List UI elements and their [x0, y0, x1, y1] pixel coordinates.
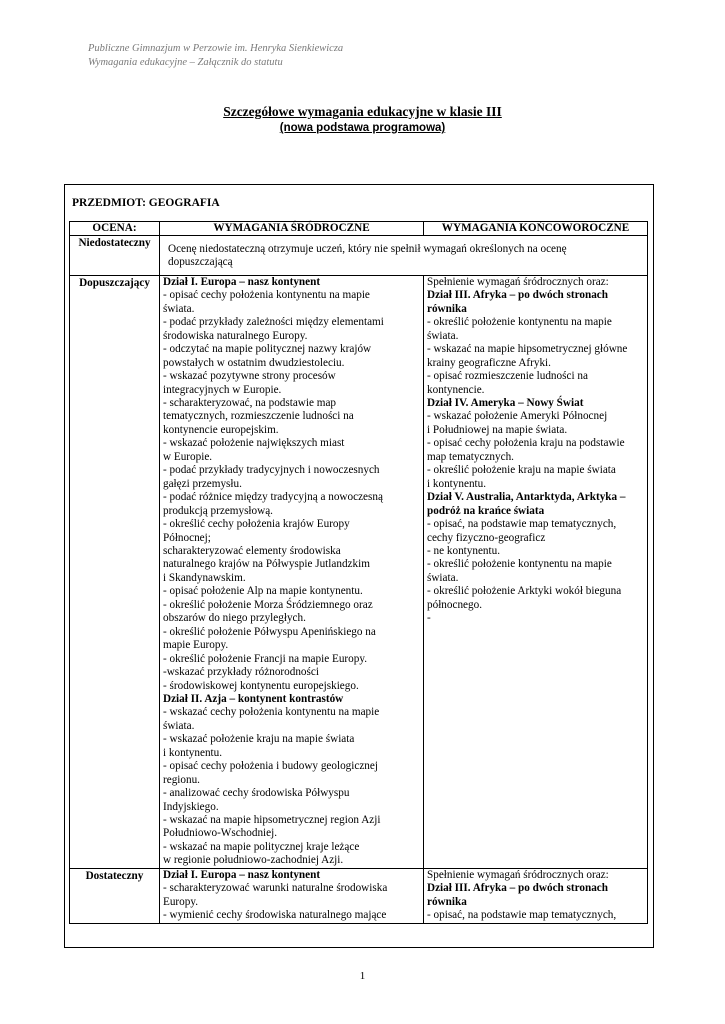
- page-number: 1: [359, 970, 366, 982]
- text-line: - podać przykłady zależności między elementami: [163, 316, 384, 329]
- text-line: regionu.: [163, 773, 200, 786]
- text-line: - wymienić cechy środowiska naturalnego mające: [163, 909, 387, 922]
- text-line: Dział III. Afryka – po dwóch stronach: [427, 882, 608, 895]
- text-line: kontynencie.: [427, 383, 485, 396]
- text-line: mapie Europy.: [163, 639, 229, 652]
- text-line: Spełnienie wymagań śródrocznych oraz:: [427, 275, 609, 288]
- text-line: i kontynentu.: [427, 477, 487, 490]
- text-line: - opisać, na podstawie map tematycznych,: [427, 518, 617, 531]
- text-line: - wskazać położenie Ameryki Północnej: [427, 410, 608, 423]
- header-subtitle: Wymagania edukacyjne – Załącznik do statutu: [88, 56, 283, 68]
- text-line: - analizować cechy środowiska Półwyspu: [163, 787, 350, 800]
- requirements-cell: [160, 236, 648, 276]
- title-sub: (nowa podstawa programowa): [279, 122, 446, 134]
- text-line: - środowiskowej kontynentu europejskiego.: [163, 679, 359, 692]
- text-line: - odczytać na mapie politycznej nazwy krajów: [163, 343, 372, 356]
- text-line: Dział I. Europa – nasz kontynent: [163, 868, 321, 881]
- text-line: północnego.: [427, 598, 482, 611]
- final-cell: [424, 868, 648, 923]
- title-main: Szczegółowe wymagania edukacyjne w klasie III: [223, 104, 502, 119]
- text-line: Dział I. Europa – nasz kontynent: [163, 275, 321, 288]
- text-line: świata.: [163, 302, 195, 315]
- grade-cell: Dostateczny: [70, 868, 160, 923]
- text-line: Dział V. Australia, Antarktyda, Arktyka –: [427, 491, 626, 504]
- text-line: Północnej;: [163, 531, 211, 544]
- text-line: - określić położenie Arktyki wokół bieguna: [427, 585, 622, 598]
- text-line: Dział II. Azja – kontynent kontrastów: [163, 692, 344, 705]
- text-line: - wskazać na mapie hipsometrycznej region Azji: [163, 814, 381, 827]
- text-line: tematycznych, rozmieszczenie ludności na: [163, 410, 354, 423]
- grade-cell: Dopuszczający: [70, 275, 160, 868]
- text-line: - opisać, na podstawie map tematycznych,: [427, 909, 617, 922]
- text-line: Południowo-Wschodniej.: [163, 827, 278, 840]
- text-line: - podać różnice między tradycyjną a nowoczesną: [163, 491, 383, 504]
- text-line: - opisać położenie Alp na mapie kontynentu.: [163, 585, 363, 598]
- text-line: - ne kontynentu.: [427, 544, 501, 557]
- text-line: - opisać cechy położenia kraju na podstawie: [427, 437, 625, 450]
- text-line: Spełnienie wymagań śródrocznych oraz:: [427, 868, 609, 881]
- text-line: - opisać cechy położenia kontynentu na mapie: [163, 289, 370, 302]
- text-line: świata.: [163, 719, 195, 732]
- text-line: w Europie.: [163, 450, 213, 463]
- text-line: środowiska naturalnego Europy.: [163, 329, 308, 342]
- text-line: - wskazać pozytywne strony procesów: [163, 370, 336, 383]
- text-line: - wskazać na mapie politycznej kraje leżące: [163, 840, 360, 853]
- text-line: - wskazać na mapie hipsometrycznej główne: [427, 343, 628, 356]
- text-line: - określić położenie Morza Śródziemnego oraz: [163, 598, 373, 611]
- requirements-table: [69, 221, 648, 924]
- text-line: równika: [427, 302, 467, 315]
- text-line: - określić cechy położenia krajów Europy: [163, 518, 350, 531]
- text-line: integracyjnych w Europie.: [163, 383, 282, 396]
- text-line: i Skandynawskim.: [163, 571, 246, 584]
- text-line: - scharakteryzować, na podstawie map: [163, 396, 337, 409]
- table-row-dostateczny: [70, 868, 648, 923]
- text-line: -wskazać przykłady różnorodności: [163, 666, 319, 679]
- text-line: - opisać rozmieszczenie ludności na: [427, 370, 588, 383]
- text-line: Dział IV. Ameryka – Nowy Świat: [427, 396, 584, 409]
- text-line: - podać przykłady tradycyjnych i nowoczesnych: [163, 464, 380, 477]
- text-line: - scharakteryzować warunki naturalne środowiska: [163, 882, 388, 895]
- text-line: - określić położenie kontynentu na mapie: [427, 558, 612, 571]
- col-header-grade: OCENA:: [70, 222, 160, 236]
- document-header: [88, 42, 343, 69]
- table-row-dopuszczajacy: [70, 275, 648, 868]
- text-line: podróż na krańce świata: [427, 504, 545, 517]
- table-row-niedostateczny: [70, 236, 648, 276]
- requirements-frame: [64, 184, 654, 948]
- midterm-cell: [160, 868, 424, 923]
- text-line: scharakteryzować elementy środowiska: [163, 544, 341, 557]
- header-school: Publiczne Gimnazjum w Perzowie im. Henryka Sienkiewicza: [88, 43, 344, 54]
- text-line: - wskazać cechy położenia kontynentu na mapie: [163, 706, 380, 719]
- text-line: - określić położenie kraju na mapie świata: [427, 464, 616, 477]
- text-line: - określić położenie kontynentu na mapie: [427, 316, 612, 329]
- text-line: w regionie południowo-zachodniej Azji.: [163, 854, 344, 867]
- subject-heading: PRZEDMIOT: GEOGRAFIA: [72, 197, 220, 209]
- text-line: dopuszczającą: [168, 256, 233, 269]
- col-header-midterm: WYMAGANIA ŚRÓDROCZNE: [160, 222, 424, 236]
- text-line: produkcją przemysłową.: [163, 504, 273, 517]
- text-line: świata.: [427, 571, 459, 584]
- text-line: Europy.: [163, 895, 199, 908]
- text-line: świata.: [427, 329, 459, 342]
- text-line: obszarów do niego przyległych.: [163, 612, 306, 625]
- text-line: naturalnego krajów na Półwyspie Jutlandzkim: [163, 558, 370, 571]
- text-line: powstałych w ostatnim dwudziestoleciu.: [163, 356, 345, 369]
- text-line: Indyjskiego.: [163, 800, 219, 813]
- text-line: kontynencie europejskim.: [163, 423, 279, 436]
- text-line: map tematycznych.: [427, 450, 514, 463]
- final-cell: [424, 275, 648, 868]
- text-line: Ocenę niedostateczną otrzymuje uczeń, który nie spełnił wymagań określonych na ocenę: [168, 243, 567, 255]
- grade-cell: Niedostateczny: [70, 236, 160, 276]
- text-line: krainy geograficzne Afryki.: [427, 356, 551, 369]
- col-header-final: WYMAGANIA KOŃCOWOROCZNE: [424, 222, 648, 236]
- text-line: -: [427, 612, 431, 625]
- text-line: gałęzi przemysłu.: [163, 477, 242, 490]
- text-line: i kontynentu.: [163, 746, 223, 759]
- text-line: i Południowej na mapie świata.: [427, 423, 568, 436]
- page-title: [0, 104, 725, 136]
- text-line: cechy fizyczno-geograficz: [427, 531, 546, 544]
- midterm-cell: [160, 275, 424, 868]
- text-line: - określić położenie Półwyspu Apenińskiego na: [163, 625, 376, 638]
- text-line: Dział III. Afryka – po dwóch stronach: [427, 289, 608, 302]
- text-line: - opisać cechy położenia i budowy geologicznej: [163, 760, 378, 773]
- text-line: - określić położenie Francji na mapie Europy.: [163, 652, 367, 665]
- table-header-row: [70, 222, 648, 236]
- text-line: - wskazać położenie największych miast: [163, 437, 345, 450]
- text-line: - wskazać położenie kraju na mapie świata: [163, 733, 355, 746]
- text-line: równika: [427, 895, 467, 908]
